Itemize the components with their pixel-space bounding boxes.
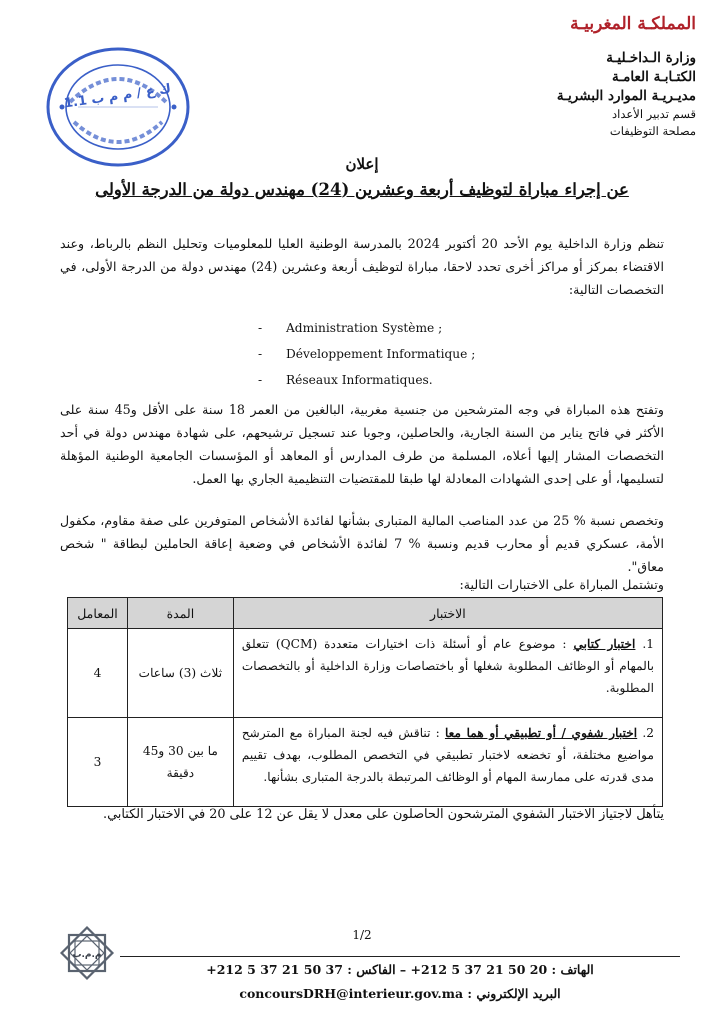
- service-name: مصلحة التوظيفات: [609, 124, 696, 138]
- exams-table: [67, 597, 663, 807]
- table-row: [68, 718, 663, 807]
- announcement-heading: إعلان: [345, 155, 379, 173]
- ministry-name: وزارة الـداخـليـة: [606, 50, 696, 66]
- header-test: الاختبار: [233, 598, 662, 629]
- test-cell: 1. اختبار كتابي : موضوع عام أو أسئلة ذات اختيارات متعددة (QCM) تتعلق بالمهام أو الوظائف المطلوبة شغلها أو باختصاصات وزارة الداخلية أو بالتخصصات المطلوبة.: [233, 629, 662, 718]
- duration-cell: ما بين 30 و45 دقيقة: [127, 718, 233, 807]
- coefficient-cell: 4: [68, 629, 128, 718]
- duration-cell: ثلاث (3) ساعات: [127, 629, 233, 718]
- kingdom-title: المملكـة المغربيـة: [570, 14, 696, 34]
- footer-divider: [120, 956, 680, 957]
- exams-intro: وتشتمل المباراة على الاختبارات التالية:: [459, 577, 664, 592]
- list-item: - Administration Système ;: [258, 321, 443, 335]
- ministry-logo-icon: [56, 922, 118, 984]
- intro-paragraph: تنظم وزارة الداخلية يوم الأحد 20 أكتوبر 2024 بالمدرسة الوطنية العليا للمعلوميات وتحليل النظم بالرباط، وعند الاقتضاء بمركز أو مراكز أخرى تحدد لاحقا، مباراة لتوظيف أربعة وعشرين (24) مهندس دولة من الدرجة الأولى، في التخصصات التالية:: [60, 236, 664, 297]
- footer-contact-email: البريد الإلكتروني : concoursDRH@interieur.gov.ma: [239, 986, 561, 1001]
- stamp-center-text: ك ع / م م ب 1.1: [63, 81, 172, 112]
- list-item: - Réseaux Informatiques.: [258, 373, 433, 387]
- directorate-name: مديـريـة الموارد البشريـة: [556, 88, 696, 104]
- list-item: - Développement Informatique ;: [258, 347, 476, 361]
- eligibility-paragraph: يتأهل لاجتياز الاختبار الشفوي المترشحون الحاصلون على معدل لا يقل عن 12 على 20 في الاختبار الكتابي.: [103, 807, 664, 822]
- letterhead: [446, 14, 696, 141]
- logo-text: م.م.ب: [72, 950, 102, 960]
- header-coefficient: المعامل: [68, 598, 128, 629]
- quota-paragraph: وتخصص نسبة % 25 من عدد المناصب المالية المتبارى بشأنها لفائدة الأشخاص المتوفرين على صفة مقاوم، مكفول الأمة، عسكري قديم أو محارب قديم ونسبة % 7 لفائدة الأشخاص في وضعية إعاقة الحاملين لبطاقة " شخص معاق".: [60, 513, 664, 574]
- division-name: قسم تدبير الأعداد: [612, 107, 696, 121]
- footer-contact-phone: الهاتف : 20 50 21 37 5 212+ – الفاكس : 37 50 21 37 5 212+: [206, 962, 594, 977]
- announcement-title: عن إجراء مباراة لتوظيف أربعة وعشرين (24) مهندس دولة من الدرجة الأولى: [95, 180, 629, 199]
- specialties-list: [258, 318, 538, 396]
- general-secretariat: الكتـابـة العامـة: [611, 69, 696, 85]
- header-duration: المدة: [127, 598, 233, 629]
- coefficient-cell: 3: [68, 718, 128, 807]
- official-stamp: [44, 44, 192, 170]
- conditions-paragraph: وتفتح هذه المباراة في وجه المترشحين من جنسية مغربية، البالغين من العمر 18 سنة على الأقل و45 سنة على الأكثر في فاتح يناير من السنة الجارية، والحاصلين، وجوبا عند تسجيل ترشيحهم، على شهادة مهندس دولة في أحد التخصصات المشار إليها أعلاه، المسلمة من طرف المدارس أو المعاهد أو المؤسسات الجامعية الوطنية المؤهلة لتسليمها، أو على إحدى الشهادات المعادلة لها طبقا للمقتضيات التنظيمية الجاري بها العمل.: [60, 402, 664, 486]
- table-header-row: [68, 598, 663, 629]
- test-cell: 2. اختبار شفوي / أو تطبيقي أو هما معا : تناقش فيه لجنة المباراة مع المترشح مواضيع مختلفة، أو تخضعه لاختبار تطبيقي في التخصص المطلوب، بهدف تقييم مدى قدرته على ممارسة المهام أو الوظائف المرتبطة بالدرجة المتبارى بشأنها.: [233, 718, 662, 807]
- page-number: 1/2: [352, 928, 372, 942]
- table-row: [68, 629, 663, 718]
